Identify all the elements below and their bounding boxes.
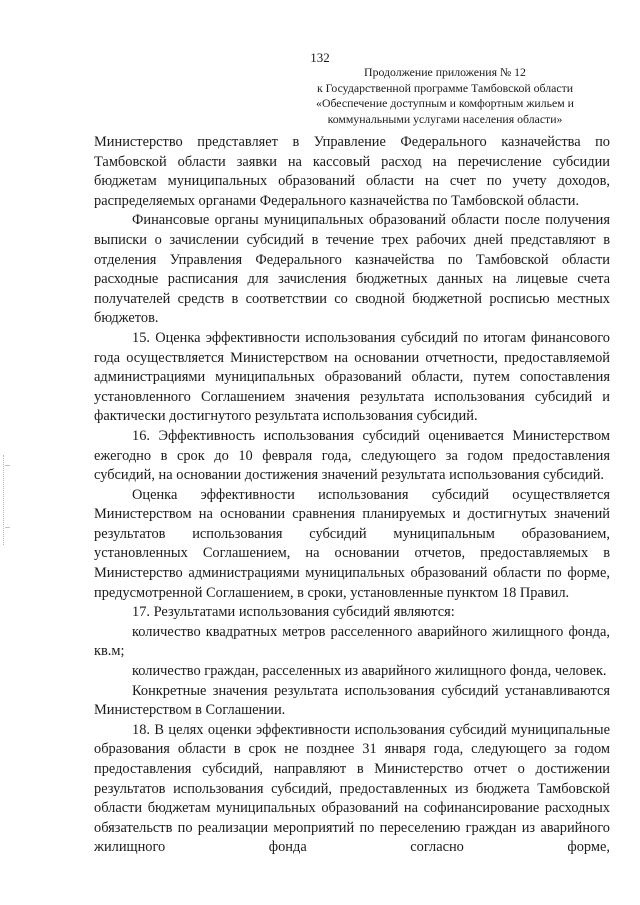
paragraph: 16. Эффективность использования субсидий оценивается Министерством ежегодно в срок до 10 февраля года, следующего за годом предоставления субсидий, на основании достижения значений результата использования субсидий. — [94, 427, 610, 484]
paragraph: Оценка эффективности использования субсидий осуществляется Министерством на основании сравнения планируемых и достигнутых значений результатов использования субсидий муниципальным образованием, установленных Соглашением, на основании отчетов, предоставляемых в Министерство администрациями муниципальных образований области по форме, предусмотренной Соглашением, в сроки, установленные пунктом 18 Правил. — [94, 486, 610, 601]
appendix-header-line: к Государственной программе Тамбовской области — [316, 80, 574, 95]
paragraph: 15. Оценка эффективности использования субсидий по итогам финансового года осуществляется Министерством на основании отчетности, предоставляемой администрациями муниципальных образований области, путем сопоставления установленного Соглашением значения результата использования субсидий и фактически достигнутого результата использования субсидий. — [94, 329, 610, 425]
page-number: 132 — [310, 50, 330, 65]
paragraph: Финансовые органы муниципальных образований области после получения выписки о зачислении субсидий в течение трех рабочих дней представляют в отделения Управления Федерального казначейства по Тамбовской области расходные расписания для зачисления бюджетных данных на лицевые счета получателей средств в соответствии со сводной бюджетной росписью местных бюджетов. — [94, 212, 610, 327]
margin-tick — [5, 527, 10, 528]
appendix-header-line: коммунальными услугами населения области» — [327, 111, 563, 126]
paragraph: 18. В целях оценки эффективности использования субсидий муниципальные образования области в срок не позднее 31 января года, следующего за годом предоставления субсидий, направляют в Министерство отчет о достижении результатов использования субсидий, предоставленных из бюджета Тамбовской области бюджетам муниципальных образований на софинансирование расходных обязательств по реализации мероприятий по переселению граждан из аварийного жилищного фонда согласно форме, — [94, 721, 610, 856]
appendix-header-line: Продолжение приложения № 12 — [364, 65, 526, 79]
margin-binding-mark — [3, 455, 6, 545]
paragraph: Конкретные значения результата использования субсидий устанавливаются Министерством в Соглашении. — [94, 682, 610, 719]
appendix-header-line: «Обеспечение доступным и комфортным жильем и — [316, 96, 574, 110]
paragraph: количество граждан, расселенных из аварийного жилищного фонда, человек. — [132, 663, 607, 680]
paragraph: количество квадратных метров расселенного аварийного жилищного фонда, кв.м; — [94, 623, 610, 660]
document-body — [94, 133, 610, 858]
paragraph: Министерство представляет в Управление Федерального казначейства по Тамбовской области заявки на кассовый расход на перечисление субсидии бюджетам муниципальных образований области на счет по учету доходов, распределяемых органами Федерального казначейства по Тамбовской области. — [94, 134, 610, 209]
appendix-header — [280, 65, 610, 127]
margin-tick — [5, 465, 10, 466]
paragraph: 17. Результатами использования субсидий являются: — [132, 604, 455, 621]
